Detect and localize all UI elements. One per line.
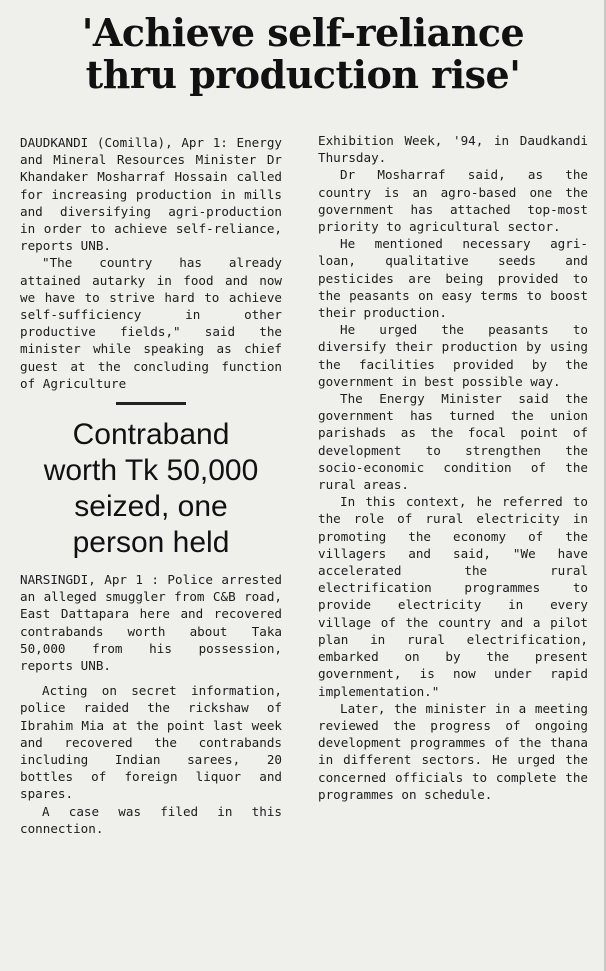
- subhead-line-2: worth Tk 50,000: [43, 454, 259, 488]
- article-paragraph: The Energy Minister said the government has turned the union parishads as the focal point of development to strengthen the socio-economic condition of the rural areas.: [318, 391, 588, 493]
- article-paragraph: He urged the peasants to diversify their production by using the facilities provided by the government in best possible way.: [318, 322, 588, 389]
- headline-line-2: thru production rise': [85, 52, 521, 97]
- article-paragraph: A case was filed in this connection.: [20, 803, 282, 836]
- secondary-headline: [20, 417, 282, 561]
- article-paragraph: He mentioned necessary agri-loan, qualitative seeds and pesticides are being provided to the peasants on easy terms to boost their production.: [318, 236, 588, 321]
- right-column: [318, 132, 588, 803]
- article-paragraph: In this context, he referred to the role of rural electricity in promoting the economy of the villagers and said, "We have accelerated the rural electrification programmes to provide electricity in every village of the country and a pilot plan in rural electrification, embarked on by the present government, is now under rapid implementation.": [318, 494, 588, 699]
- subhead-line-1: Contraband: [72, 418, 230, 452]
- article-paragraph: DAUDKANDI (Comilla), Apr 1: Energy and Mineral Resources Minister Dr Khandaker Mosharraf Hossain called for increasing production in mills and diversifying agri-production in order to achieve self-reliance, reports UNB.: [20, 135, 282, 254]
- article-paragraph: Later, the minister in a meeting reviewed the progress of ongoing development programmes of the thana in different sectors. He urged the concerned officials to complete the programmes on schedule.: [318, 700, 588, 802]
- article-paragraph: Exhibition Week, '94, in Daudkandi Thursday.: [318, 133, 588, 166]
- article-paragraph: Acting on secret information, police raided the rickshaw of Ibrahim Mia at the point last week and recovered the contrabands including Indian sarees, 20 bottles of foreign liquor and spares.: [20, 683, 282, 802]
- article-paragraph: "The country has already attained autarky in food and now we have to strive hard to achieve self-sufficiency in other productive fields," said the minister while speaking as chief guest at the concluding function of Agriculture: [20, 255, 282, 391]
- headline-line-1: 'Achieve self-reliance: [81, 10, 525, 55]
- subhead-line-4: person held: [72, 526, 230, 560]
- article-paragraph: NARSINGDI, Apr 1 : Police arrested an alleged smuggler from C&B road, East Dattapara here and recovered contrabands worth about Taka 50,000 from his possession, reports UNB.: [20, 572, 282, 674]
- left-column: [20, 134, 282, 837]
- article-headline: [20, 12, 586, 96]
- section-divider: [116, 402, 186, 405]
- article-paragraph: Dr Mosharraf said, as the country is an agro-based one the government has attached top-most priority to agricultural sector.: [318, 167, 588, 235]
- subhead-line-3: seized, one: [74, 490, 228, 524]
